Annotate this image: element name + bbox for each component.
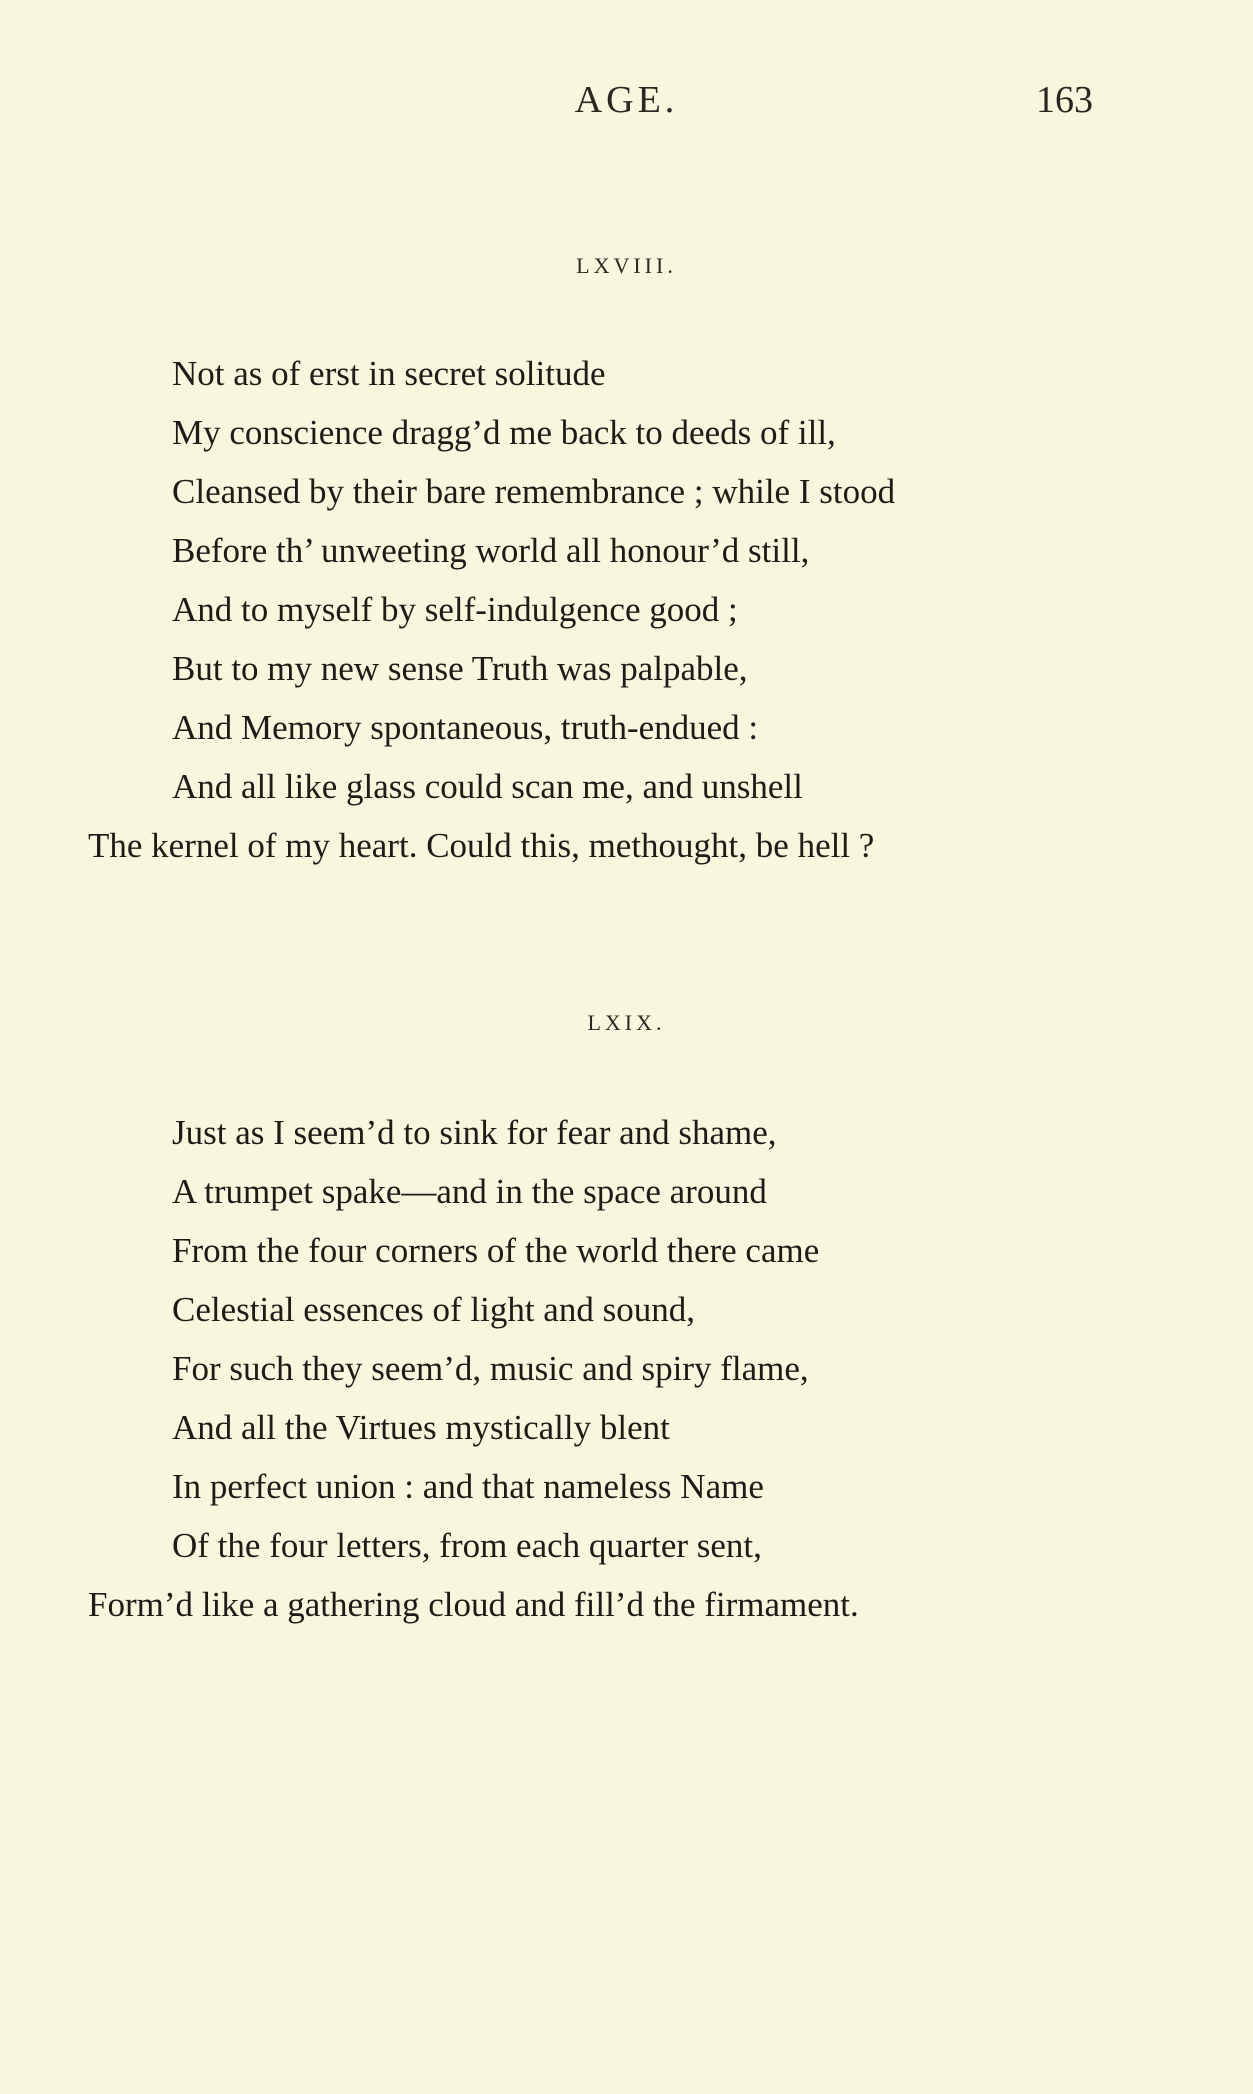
verse-line: For such they seem’d, music and spiry flame,	[172, 1349, 809, 1388]
verse-line: Not as of erst in secret solitude	[172, 354, 606, 393]
verse-line: In perfect union : and that nameless Name	[172, 1467, 764, 1506]
verse-line: And Memory spontaneous, truth-endued :	[172, 708, 759, 747]
verse-line: But to my new sense Truth was palpable,	[172, 649, 748, 688]
verse-line: The kernel of my heart. Could this, methought, be hell ?	[88, 826, 875, 865]
verse-line: Just as I seem’d to sink for fear and shame,	[172, 1113, 777, 1152]
running-head	[0, 78, 1253, 128]
stanza-number: LXIX.	[587, 1010, 666, 1035]
verse-line: From the four corners of the world there came	[172, 1231, 820, 1270]
verse-line: My conscience dragg’d me back to deeds of ill,	[172, 413, 836, 452]
verse-line: A trumpet spake—and in the space around	[172, 1172, 767, 1211]
running-title: AGE.	[574, 79, 679, 121]
verse-line: And all the Virtues mystically blent	[172, 1408, 670, 1447]
verse-line: Form’d like a gathering cloud and fill’d the firmament.	[88, 1585, 859, 1624]
verse-line: Of the four letters, from each quarter sent,	[172, 1526, 762, 1565]
verse-line: Before th’ unweeting world all honour’d still,	[172, 531, 810, 570]
verse-line: Celestial essences of light and sound,	[172, 1290, 695, 1329]
verse-line: And all like glass could scan me, and unshell	[172, 767, 803, 806]
stanza-number: LXVIII.	[576, 253, 677, 278]
verse-line: And to myself by self-indulgence good ;	[172, 590, 738, 629]
page-number: 163	[1036, 79, 1093, 121]
verse-line: Cleansed by their bare remembrance ; while I stood	[172, 472, 896, 511]
